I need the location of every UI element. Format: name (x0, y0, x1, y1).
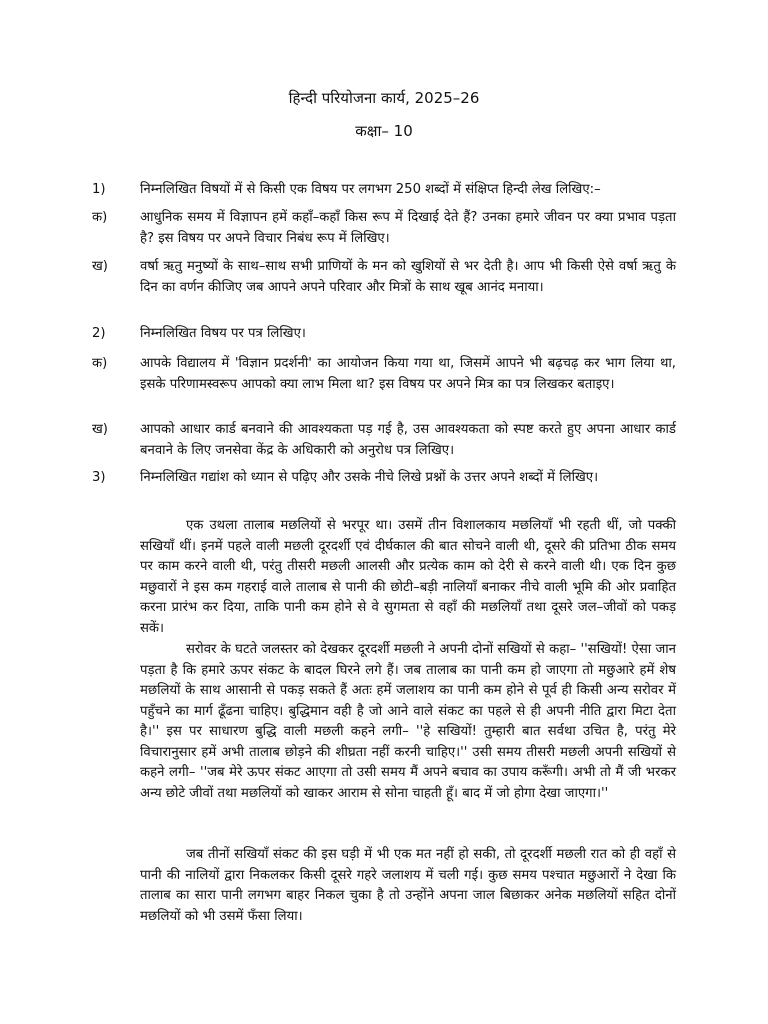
question-text: वर्षा ऋतु मनुष्यों के साथ–साथ सभी प्राणियों के मन को खुशियों से भर देती है। आप भी किसी ऐसे वर्षा ऋतु के दिन का वर्णन कीजिए जब आपने अपने परिवार और मित्रों के साथ खूब आनंद मनाया। (140, 259, 676, 295)
question-number: क) (92, 356, 108, 371)
question-number: 3) (92, 470, 106, 485)
class-label: कक्षा– 10 (355, 122, 413, 140)
page-title: हिन्दी परियोजना कार्य, 2025–26 (288, 89, 480, 107)
question-text: निम्नलिखित विषयों में से किसी एक विषय पर लगभग 250 शब्दों में संक्षिप्त हिन्दी लेख लिखिए:– (140, 182, 601, 197)
question-text: आधुनिक समय में विज्ञापन हमें कहाँ–कहाँ किस रूप में दिखाई देते हैं? उनका हमारे जीवन पर क्या प्रभाव पड़ता है? इस विषय पर अपने विचार निबंध रूप में लिखिए। (140, 210, 676, 246)
question-text: निम्नलिखित गद्यांश को ध्यान से पढ़िए और उसके नीचे लिखे प्रश्नों के उत्तर अपने शब्दों में लिखिए। (140, 470, 599, 485)
question-text: आपको आधार कार्ड बनवाने की आवश्यकता पड़ गई है, उस आवश्यकता को स्पष्ट करते हुए अपना आधार कार्ड बनवाने के लिए जनसेवा केंद्र के अधिकारी को अनुरोध पत्र लिखिए। (140, 422, 676, 458)
question-text: निम्नलिखित विषय पर पत्र लिखिए। (140, 326, 306, 341)
passage-paragraph-2: सरोवर के घटते जलस्तर को देखकर दूरदर्शी मछली ने अपनी दोनों सखियों से कहा– ''सखियों! ऐसा जान पड़ता है कि हमारे ऊपर संकट के बादल घिरने लगे हैं। जब तालाब का पानी कम हो जाएगा तो मछुआरे हमें शेष मछलियों के साथ आसानी से पकड़ सकते हैं अतः हमें जलाशय का पानी कम होने से पूर्व ही किसी अन्य सरोवर में पहुँचने का मार्ग ढूँढना चाहिए। बुद्धिमान वही है जो आने वाले संकट का पहले से ही अपनी नीति द्वारा मिटा देता है।'' इस पर साधारण बुद्धि वाली मछली कहने लगी– ''हे सखियों! तुम्हारी बात सर्वथा उचित है, परंतु मेरे विचारानुसार हमें अभी तालाब छोड़ने की शीघ्रता नहीं करनी चाहिए।'' उसी समय तीसरी मछली अपनी सखियों से कहने लगी– ''जब मेरे ऊपर संकट आएगा तो उसी समय मैं अपने बचाव का उपाय करूँगी। अभी तो मैं जी भरकर अन्य छोटे जीवों तथा मछलियों को खाकर आराम से सोना चाहती हूँ। बाद में जो होगा देखा जाएगा।'' (140, 642, 676, 801)
question-number: ख) (92, 259, 108, 274)
passage-paragraph-1: एक उथला तालाब मछलियों से भरपूर था। उसमें तीन विशालकाय मछलियाँ भी रहती थीं, जो पक्की सखियाँ थीं। इनमें पहले वाली मछली दूरदर्शी एवं दीर्घकाल की बात सोचने वाली थी, दूसरे की प्रतिभा ठीक समय पर काम करने वाली थी, परंतु तीसरी मछली आलसी और प्रत्येक काम को देरी से करने वाली थी। एक दिन कुछ मछुवारों ने इस कम गहराई वाले तालाब से पानी की छोटी–बड़ी नालियाँ बनाकर नीचे वाली भूमि की ओर प्रवाहित करना प्रारंभ कर दिया, ताकि पानी कम होने से वे सुगमता से वहाँ की मछलियाँ तथा दूसरे जल–जीवों को पकड़ सकें। (140, 518, 676, 636)
question-number: क) (92, 210, 108, 225)
question-number: 1) (92, 182, 106, 197)
question-number: ख) (92, 422, 108, 437)
passage-paragraph-3: जब तीनों सखियाँ संकट की इस घड़ी में भी एक मत नहीं हो सकी, तो दूरदर्शी मछली रात को ही वहाँ से पानी की नालियों द्वारा निकलकर किसी दूसरे गहरे जलाशय में चली गई। कुछ समय पश्चात मछुआरों ने देखा कि तालाब का सारा पानी लगभग बाहर निकल चुका है तो उन्होंने अपना जाल बिछाकर अनेक मछलियों सहित दोनों मछलियों को भी उसमें फँसा लिया। (140, 847, 676, 924)
question-text: आपके विद्यालय में 'विज्ञान प्रदर्शनी' का आयोजन किया गया था, जिसमें आपने भी बढ़चढ़ कर भाग लिया था, इसके परिणामस्वरूप आपको क्या लाभ मिला था? इस विषय पर अपने मित्र का पत्र लिखकर बताइए। (140, 356, 676, 392)
question-number: 2) (92, 326, 106, 341)
